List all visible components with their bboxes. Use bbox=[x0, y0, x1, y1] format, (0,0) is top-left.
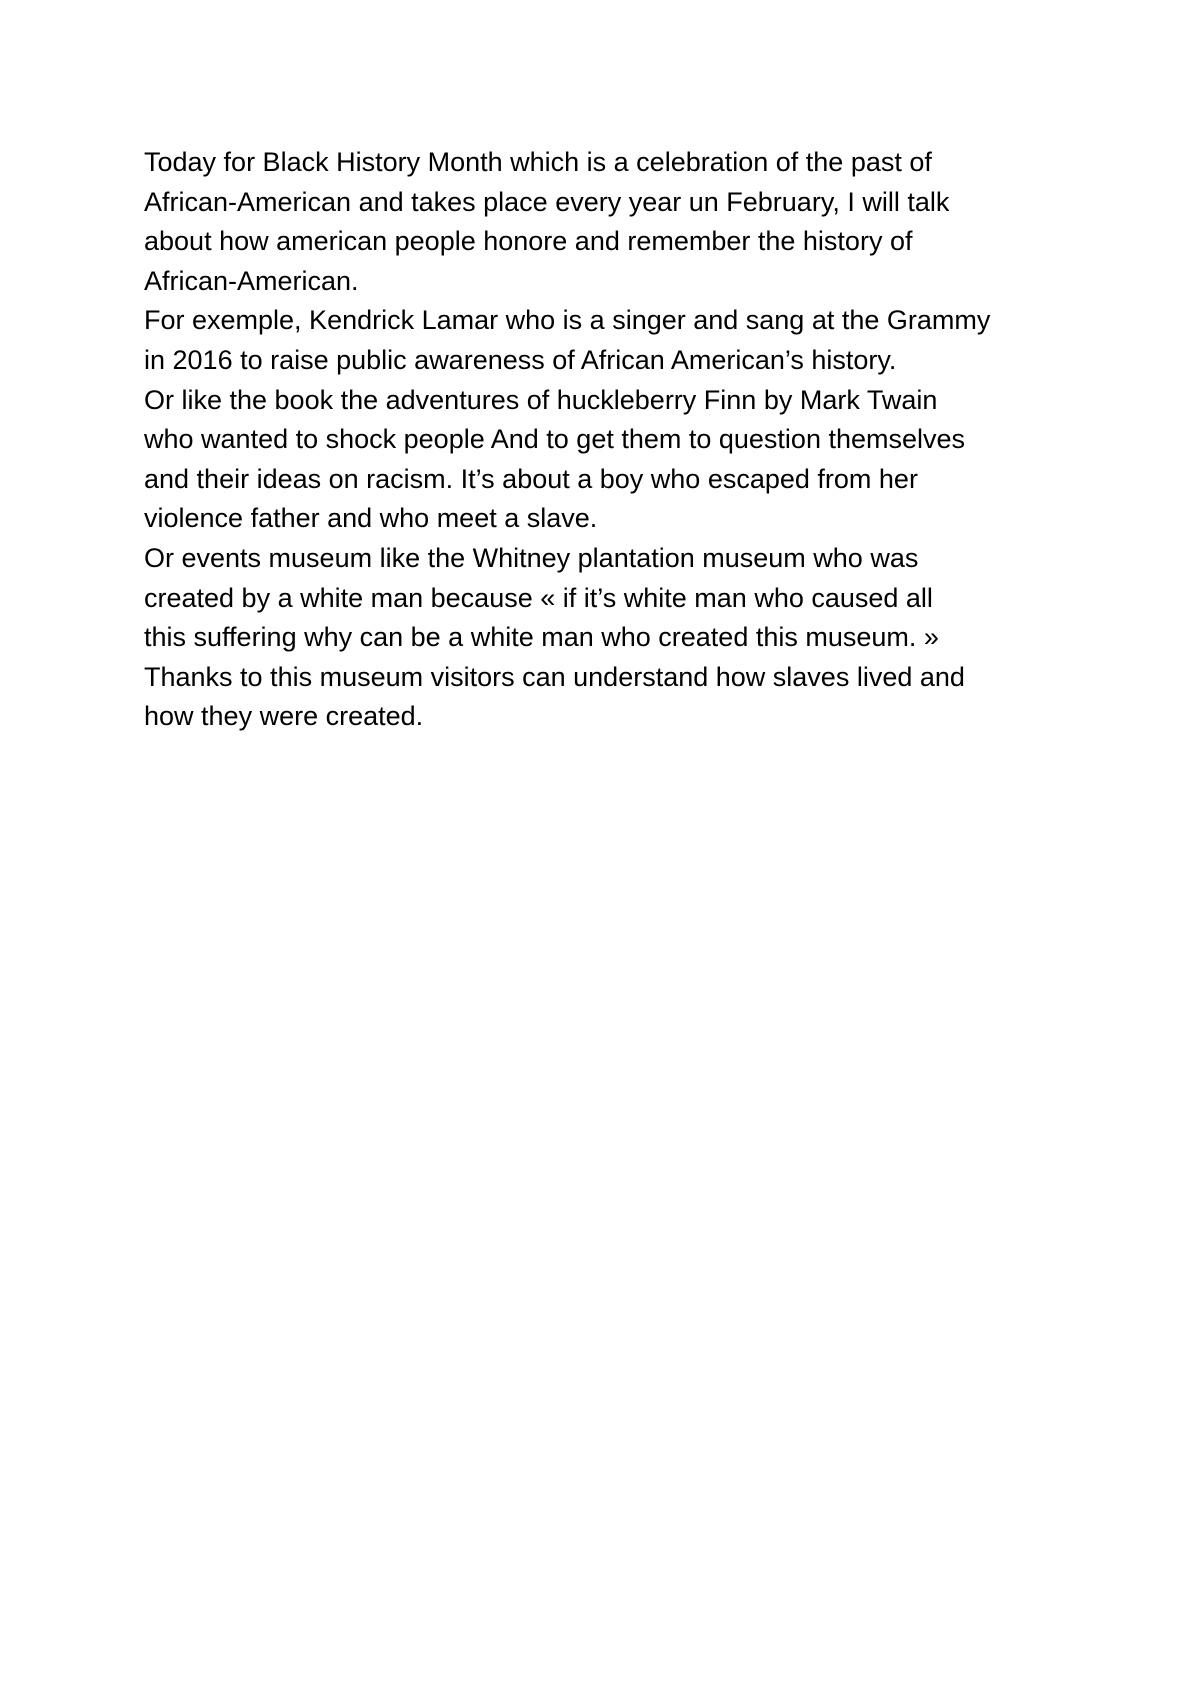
text-line: Or like the book the adventures of huckleberry Finn by Mark Twain bbox=[144, 384, 938, 415]
text-line: created by a white man because « if it’s white man who caused all bbox=[144, 582, 933, 613]
text-line: who wanted to shock people And to get them to question themselves bbox=[144, 424, 966, 455]
text-line: Or events museum like the Whitney plantation museum who was bbox=[144, 542, 919, 573]
text-line: how they were created. bbox=[144, 701, 424, 732]
text-line: and their ideas on racism. It’s about a boy who escaped from her bbox=[144, 463, 918, 494]
text-line: this suffering why can be a white man who created this museum. » bbox=[144, 622, 939, 653]
document-body bbox=[144, 143, 1084, 737]
text-line: about how american people honore and remember the history of bbox=[144, 226, 913, 257]
text-line: Thanks to this museum visitors can understand how slaves lived and bbox=[144, 661, 965, 692]
text-line: in 2016 to raise public awareness of African American’s history. bbox=[144, 344, 897, 375]
text-line: African-American and takes place every year un February, I will talk bbox=[144, 186, 950, 217]
text-line: For exemple, Kendrick Lamar who is a singer and sang at the Grammy bbox=[144, 305, 991, 336]
text-line: Today for Black History Month which is a celebration of the past of bbox=[144, 147, 932, 177]
text-line: violence father and who meet a slave. bbox=[144, 503, 598, 534]
text-line: African-American. bbox=[144, 265, 359, 296]
